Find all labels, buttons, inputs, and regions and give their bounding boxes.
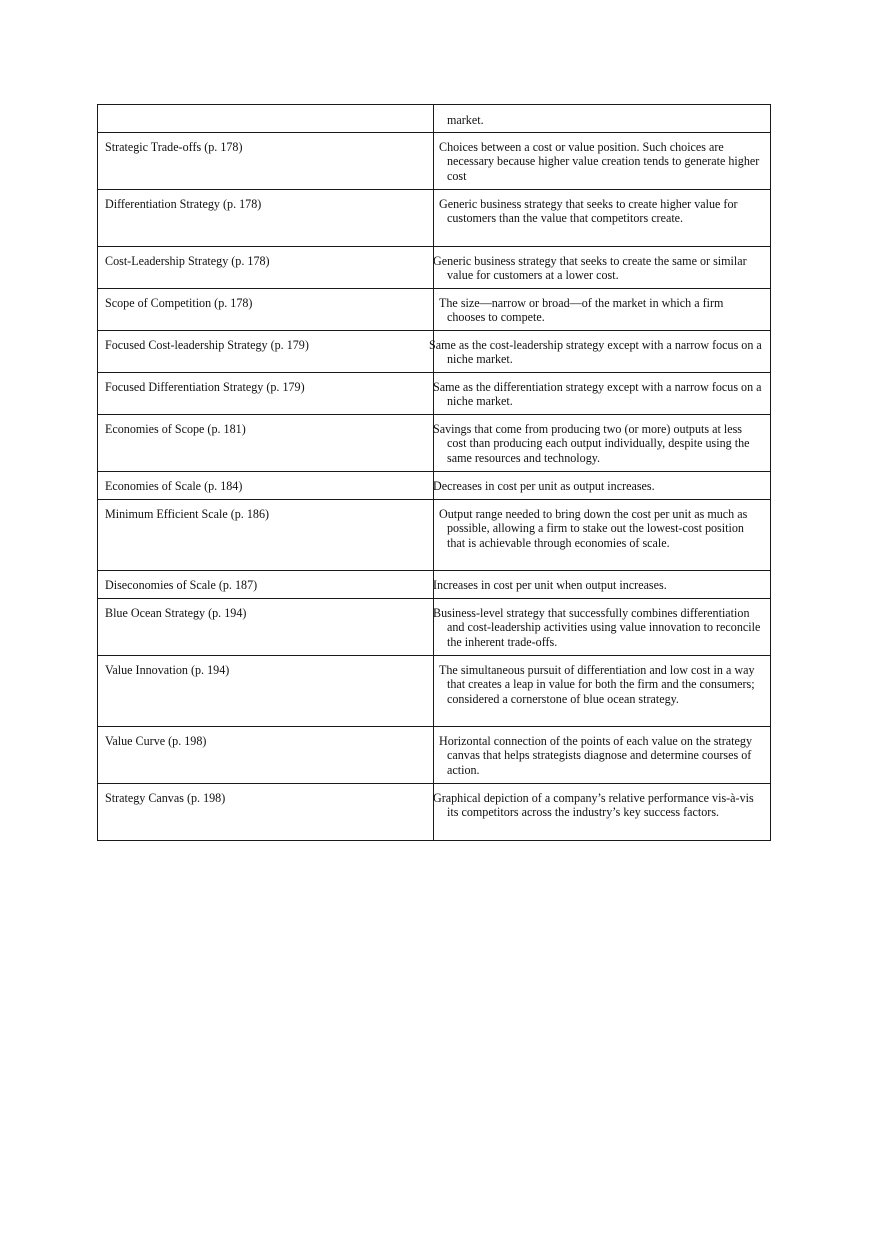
definition-text: Choices between a cost or value position. Such choices are necessary because higher value creation tends to generate higher cost (439, 140, 760, 183)
table-row (98, 190, 771, 247)
definition-cell (434, 133, 771, 190)
table-row (98, 133, 771, 190)
term-cell (98, 105, 434, 133)
term-cell: Economies of Scope (p. 181) (98, 415, 434, 472)
glossary-body (98, 105, 771, 841)
definition-cell (429, 331, 771, 373)
table-row (98, 500, 771, 571)
term-cell: Focused Differentiation Strategy (p. 179) (98, 373, 434, 415)
definition-cell (434, 373, 771, 415)
definition-text: market. (447, 113, 484, 127)
definition-text: Output range needed to bring down the cost per unit as much as possible, allowing a firm to stake out the lowest-cost position that is achievable through economies of scale. (439, 507, 748, 550)
table-row (98, 599, 771, 656)
term-cell: Strategic Trade-offs (p. 178) (98, 133, 434, 190)
definition-text: Same as the cost-leadership strategy except with a narrow focus on a niche market. (429, 338, 762, 367)
definition-cell (434, 656, 771, 727)
definition-text: Graphical depiction of a company’s relative performance vis-à-vis its competitors across the industry’s key success factors. (433, 791, 754, 820)
definition-cell (434, 247, 771, 289)
term-cell: Focused Cost-leadership Strategy (p. 179) (98, 331, 434, 373)
table-row (98, 571, 771, 599)
term-cell: Value Innovation (p. 194) (98, 656, 434, 727)
term-cell: Differentiation Strategy (p. 178) (98, 190, 434, 247)
definition-text: Horizontal connection of the points of each value on the strategy canvas that helps strategists diagnose and determine courses of action. (439, 734, 752, 777)
definition-cell (434, 105, 771, 133)
term-cell: Blue Ocean Strategy (p. 194) (98, 599, 434, 656)
definition-text: Savings that come from producing two (or more) outputs at less cost than producing each output individually, despite using the same resources and technology. (433, 422, 750, 465)
term-cell: Diseconomies of Scale (p. 187) (98, 571, 434, 599)
table-row (98, 472, 771, 500)
definition-text: The size—narrow or broad—of the market in which a firm chooses to compete. (439, 296, 724, 325)
glossary-table (97, 104, 771, 841)
definition-cell (434, 190, 771, 247)
definition-cell (434, 472, 771, 500)
definition-cell (434, 415, 771, 472)
term-cell: Value Curve (p. 198) (98, 727, 434, 784)
term-cell: Scope of Competition (p. 178) (98, 289, 434, 331)
term-cell: Economies of Scale (p. 184) (98, 472, 434, 500)
definition-text: Generic business strategy that seeks to create the same or similar value for customers at a lower cost. (433, 254, 747, 283)
table-row (98, 656, 771, 727)
definition-cell (434, 289, 771, 331)
term-cell: Cost-Leadership Strategy (p. 178) (98, 247, 434, 289)
term-cell: Minimum Efficient Scale (p. 186) (98, 500, 434, 571)
definition-text: Same as the differentiation strategy except with a narrow focus on a niche market. (433, 380, 762, 409)
table-row (98, 727, 771, 784)
definition-cell (434, 727, 771, 784)
definition-cell (434, 571, 771, 599)
definition-text: Business-level strategy that successfully combines differentiation and cost-leadership activities using value innovation to reconcile the inherent trade-offs. (433, 606, 761, 649)
term-cell: Strategy Canvas (p. 198) (98, 784, 434, 841)
definition-text: Decreases in cost per unit as output increases. (433, 479, 655, 493)
table-row (98, 247, 771, 289)
definition-cell (434, 599, 771, 656)
definition-text: Generic business strategy that seeks to create higher value for customers than the value that competitors create. (439, 197, 738, 226)
definition-cell (434, 784, 771, 841)
table-row (98, 331, 771, 373)
definition-text: Increases in cost per unit when output increases. (433, 578, 667, 592)
definition-text: The simultaneous pursuit of differentiation and low cost in a way that creates a leap in value for both the firm and the consumers; considered a cornerstone of blue ocean strategy. (439, 663, 755, 706)
table-row (98, 415, 771, 472)
table-row (98, 373, 771, 415)
definition-cell (434, 500, 771, 571)
table-row (98, 105, 771, 133)
table-row (98, 289, 771, 331)
table-row (98, 784, 771, 841)
